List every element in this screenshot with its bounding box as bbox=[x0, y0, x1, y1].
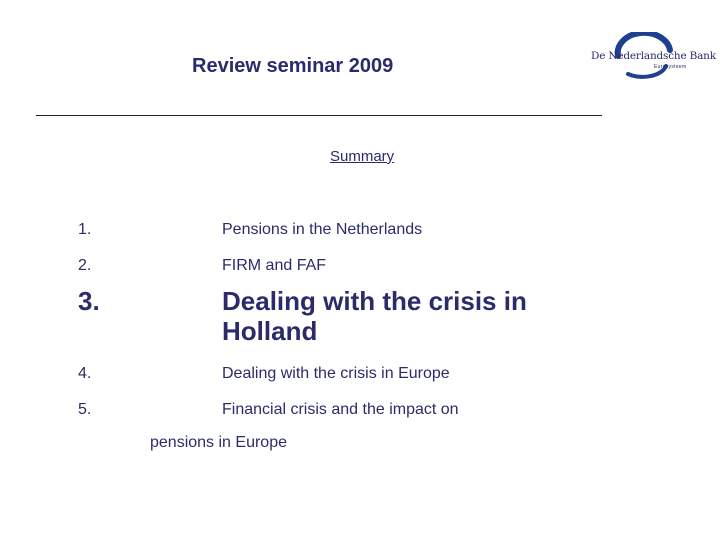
list-item-text: Financial crisis and the impact on bbox=[222, 401, 459, 418]
logo-subtitle: Eurosysteem bbox=[654, 64, 687, 70]
list-item-number: 4. bbox=[78, 365, 92, 382]
list-item-text: FIRM and FAF bbox=[222, 257, 327, 274]
page-title: Review seminar 2009 bbox=[192, 55, 394, 77]
list-item-number: 1. bbox=[78, 221, 92, 238]
list-item-continuation: pensions in Europe bbox=[150, 434, 287, 451]
summary-heading: Summary bbox=[330, 148, 395, 165]
list-item-number: 5. bbox=[78, 401, 92, 418]
list-item-text-highlighted: Dealing with the crisis in bbox=[222, 286, 527, 316]
list-item-text-highlighted-line2: Holland bbox=[222, 316, 318, 346]
list-item-text: Pensions in the Netherlands bbox=[222, 221, 423, 238]
header-divider bbox=[36, 115, 602, 116]
list-item-text: Dealing with the crisis in Europe bbox=[222, 365, 450, 382]
logo-name: De Nederlandsche Bank bbox=[591, 50, 716, 62]
list-item-number: 2. bbox=[78, 257, 92, 274]
list-item-number-highlighted: 3. bbox=[78, 286, 100, 316]
